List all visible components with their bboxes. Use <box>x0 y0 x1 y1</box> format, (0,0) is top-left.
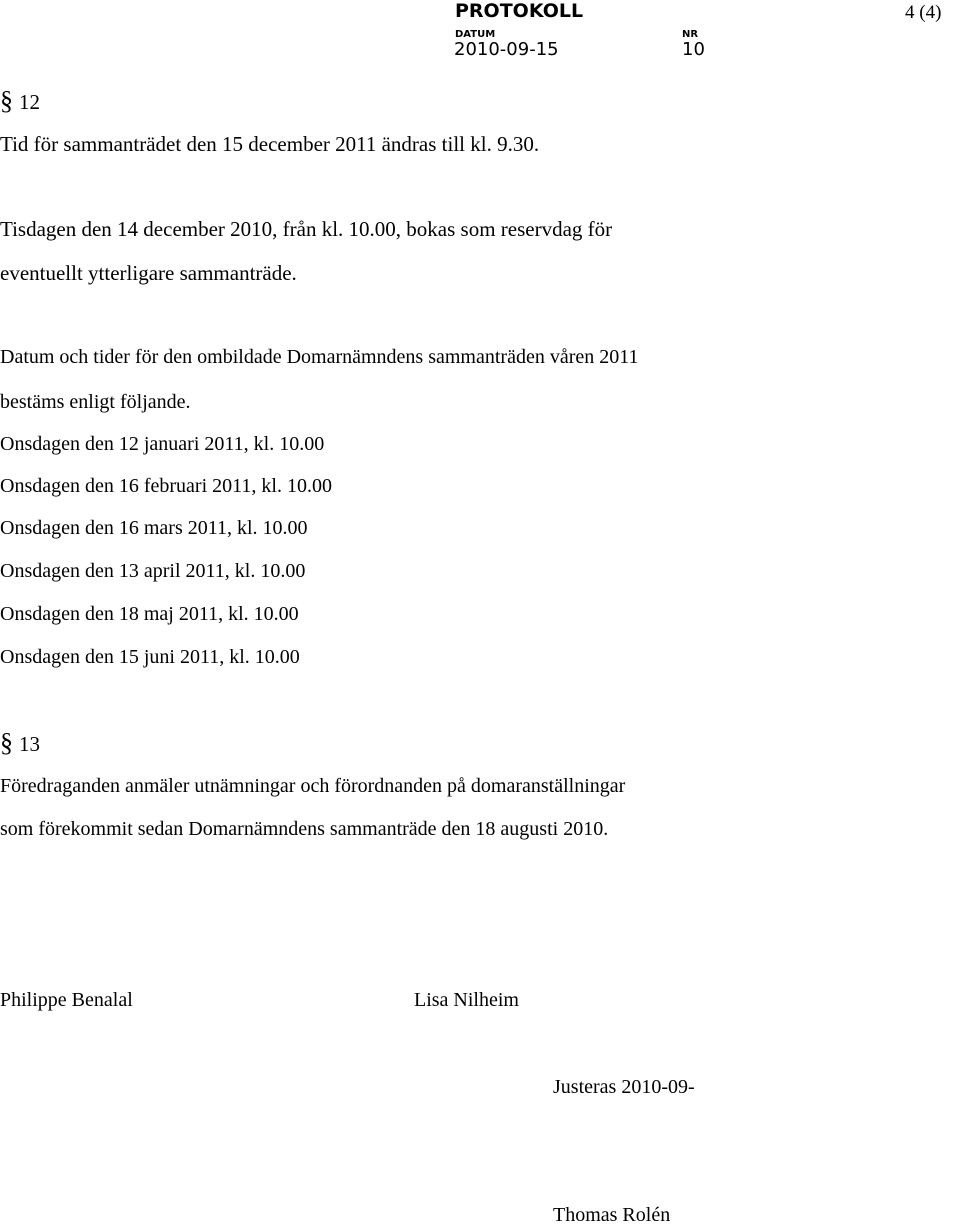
paragraph-text: bestäms enligt följande. <box>0 391 191 413</box>
meeting-date-item: Onsdagen den 15 juni 2011, kl. 10.00 <box>0 646 300 668</box>
paragraph-text: Datum och tider för den ombildade Domarnämndens sammanträden våren 2011 <box>0 346 639 368</box>
page-number: 4 (4) <box>905 2 942 23</box>
paragraph-text: som förekommit sedan Domarnämndens sammanträde den 18 augusti 2010. <box>0 818 609 840</box>
paragraph-text: Föredraganden anmäler utnämningar och förordnanden på domaranställningar <box>0 775 626 797</box>
section-number: 13 <box>19 732 40 756</box>
section-12-heading <box>0 86 40 116</box>
signer-name: Lisa Nilheim <box>414 989 519 1011</box>
meeting-date-item: Onsdagen den 16 mars 2011, kl. 10.00 <box>0 517 308 539</box>
meeting-date-item: Onsdagen den 18 maj 2011, kl. 10.00 <box>0 603 299 625</box>
datum-value: 2010-09-15 <box>454 39 559 60</box>
document-title: PROTOKOLL <box>455 0 584 22</box>
signer-name: Philippe Benalal <box>0 989 133 1011</box>
section-number: 12 <box>19 90 40 114</box>
paragraph-text: Tid för sammanträdet den 15 december 2011 ändras till kl. 9.30. <box>0 132 540 156</box>
justeras-line: Justeras 2010-09- <box>553 1076 695 1098</box>
paragraph-text: eventuellt ytterligare sammanträde. <box>0 261 297 285</box>
nr-label: NR <box>682 29 699 40</box>
nr-value: 10 <box>682 39 705 60</box>
datum-label: DATUM <box>455 29 496 40</box>
meeting-date-item: Onsdagen den 16 februari 2011, kl. 10.00 <box>0 475 332 497</box>
signer-name: Thomas Rolén <box>553 1204 671 1226</box>
meeting-date-item: Onsdagen den 12 januari 2011, kl. 10.00 <box>0 433 325 455</box>
section-13-heading <box>0 728 40 758</box>
paragraph-icon: § <box>0 86 13 115</box>
paragraph-icon: § <box>0 728 13 757</box>
paragraph-text: Tisdagen den 14 december 2010, från kl. 10.00, bokas som reservdag för <box>0 217 613 241</box>
meeting-date-item: Onsdagen den 13 april 2011, kl. 10.00 <box>0 560 306 582</box>
